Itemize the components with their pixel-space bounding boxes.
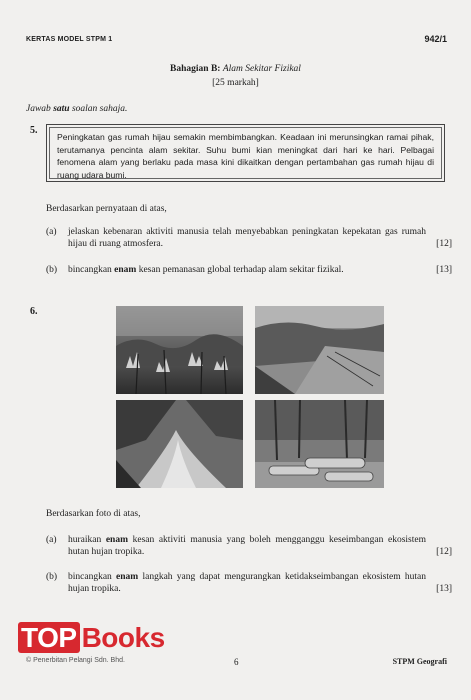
question-6b-text [68,571,452,595]
question-5b-marks: [13] [436,265,452,275]
question-6a-post: kesan aktiviti manusia yang boleh mengganggu keseimbangan ekosistem hutan hujan tropika. [68,535,426,557]
question-5b [46,264,452,276]
question-6a-label: (a) [46,535,57,545]
question-6a-text [68,534,452,558]
question-5b-text [68,264,452,276]
question-5a-text: jelaskan kebenaran aktiviti manusia telah menyebabkan peningkatan kepekatan gas rumah hijau di ruang atmosfera. [68,227,426,249]
instruction-bold: satu [53,104,70,114]
instruction-post: soalan sahaja. [69,104,128,114]
question-6b-bold: enam [116,572,139,582]
question-6-number: 6. [30,306,38,317]
section-name: Alam Sekitar Fizikal [222,64,301,74]
question-5a-label: (a) [46,227,57,237]
header-paper-title: KERTAS MODEL STPM 1 [26,36,113,43]
question-5-number: 5. [30,125,38,136]
question-6a-pre: huraikan [68,535,106,545]
section-prefix: Bahagian B: [170,64,221,74]
question-5-statement-box: Peningkatan gas rumah hijau semakin membimbangkan. Keadaan ini merunsingkan ramai pihak, terutamanya pencinta alam sekitar. Suhu bumi kian meningkat dari hari ke hari. Pelbagai fenomena alam yang berlaku pada masa kini dikaitkan dengan pertambahan gas rumah hijau di ruang udara bumi. [46,124,445,182]
question-6b-label: (b) [46,572,58,582]
header-paper-code: 942/1 [424,34,447,44]
question-5-lead: Berdasarkan pernyataan di atas, [46,204,167,214]
logo-top: TOP [18,622,80,653]
footer-publisher: © Penerbitan Pelangi Sdn. Bhd. [26,657,125,664]
river-valley-photo [116,400,243,488]
question-5b-bold: enam [114,265,137,275]
footer-subject: STPM Geografi [392,657,447,666]
footer-page-number: 6 [234,657,239,667]
question-6b-marks: [13] [436,584,452,594]
question-6b [46,571,452,595]
section-title [0,64,471,74]
logging-photo [255,400,384,488]
question-5b-pre: bincangkan [68,265,115,275]
question-6a-marks: [12] [436,547,452,557]
topbooks-watermark-logo [18,622,165,654]
question-6a [46,534,452,558]
question-5b-post: kesan pemanasan global terhadap alam sekitar fizikal. [136,265,344,275]
question-6b-pre: bincangkan [68,572,117,582]
question-6-lead: Berdasarkan foto di atas, [46,509,141,519]
question-5b-label: (b) [46,265,58,275]
logo-books: Books [81,622,165,653]
question-5a-marks: [12] [436,239,452,249]
instruction [26,104,127,114]
section-marks: [25 markah] [212,78,259,88]
forest-fire-photo [116,306,243,394]
instruction-pre: Jawab [26,104,54,114]
question-5a [46,226,452,250]
cleared-hillside-photo [255,306,384,394]
question-6b-post: langkah yang dapat mengurangkan ketidakseimbangan ekosistem hutan hujan tropika. [68,572,426,594]
question-6a-bold: enam [105,535,129,545]
